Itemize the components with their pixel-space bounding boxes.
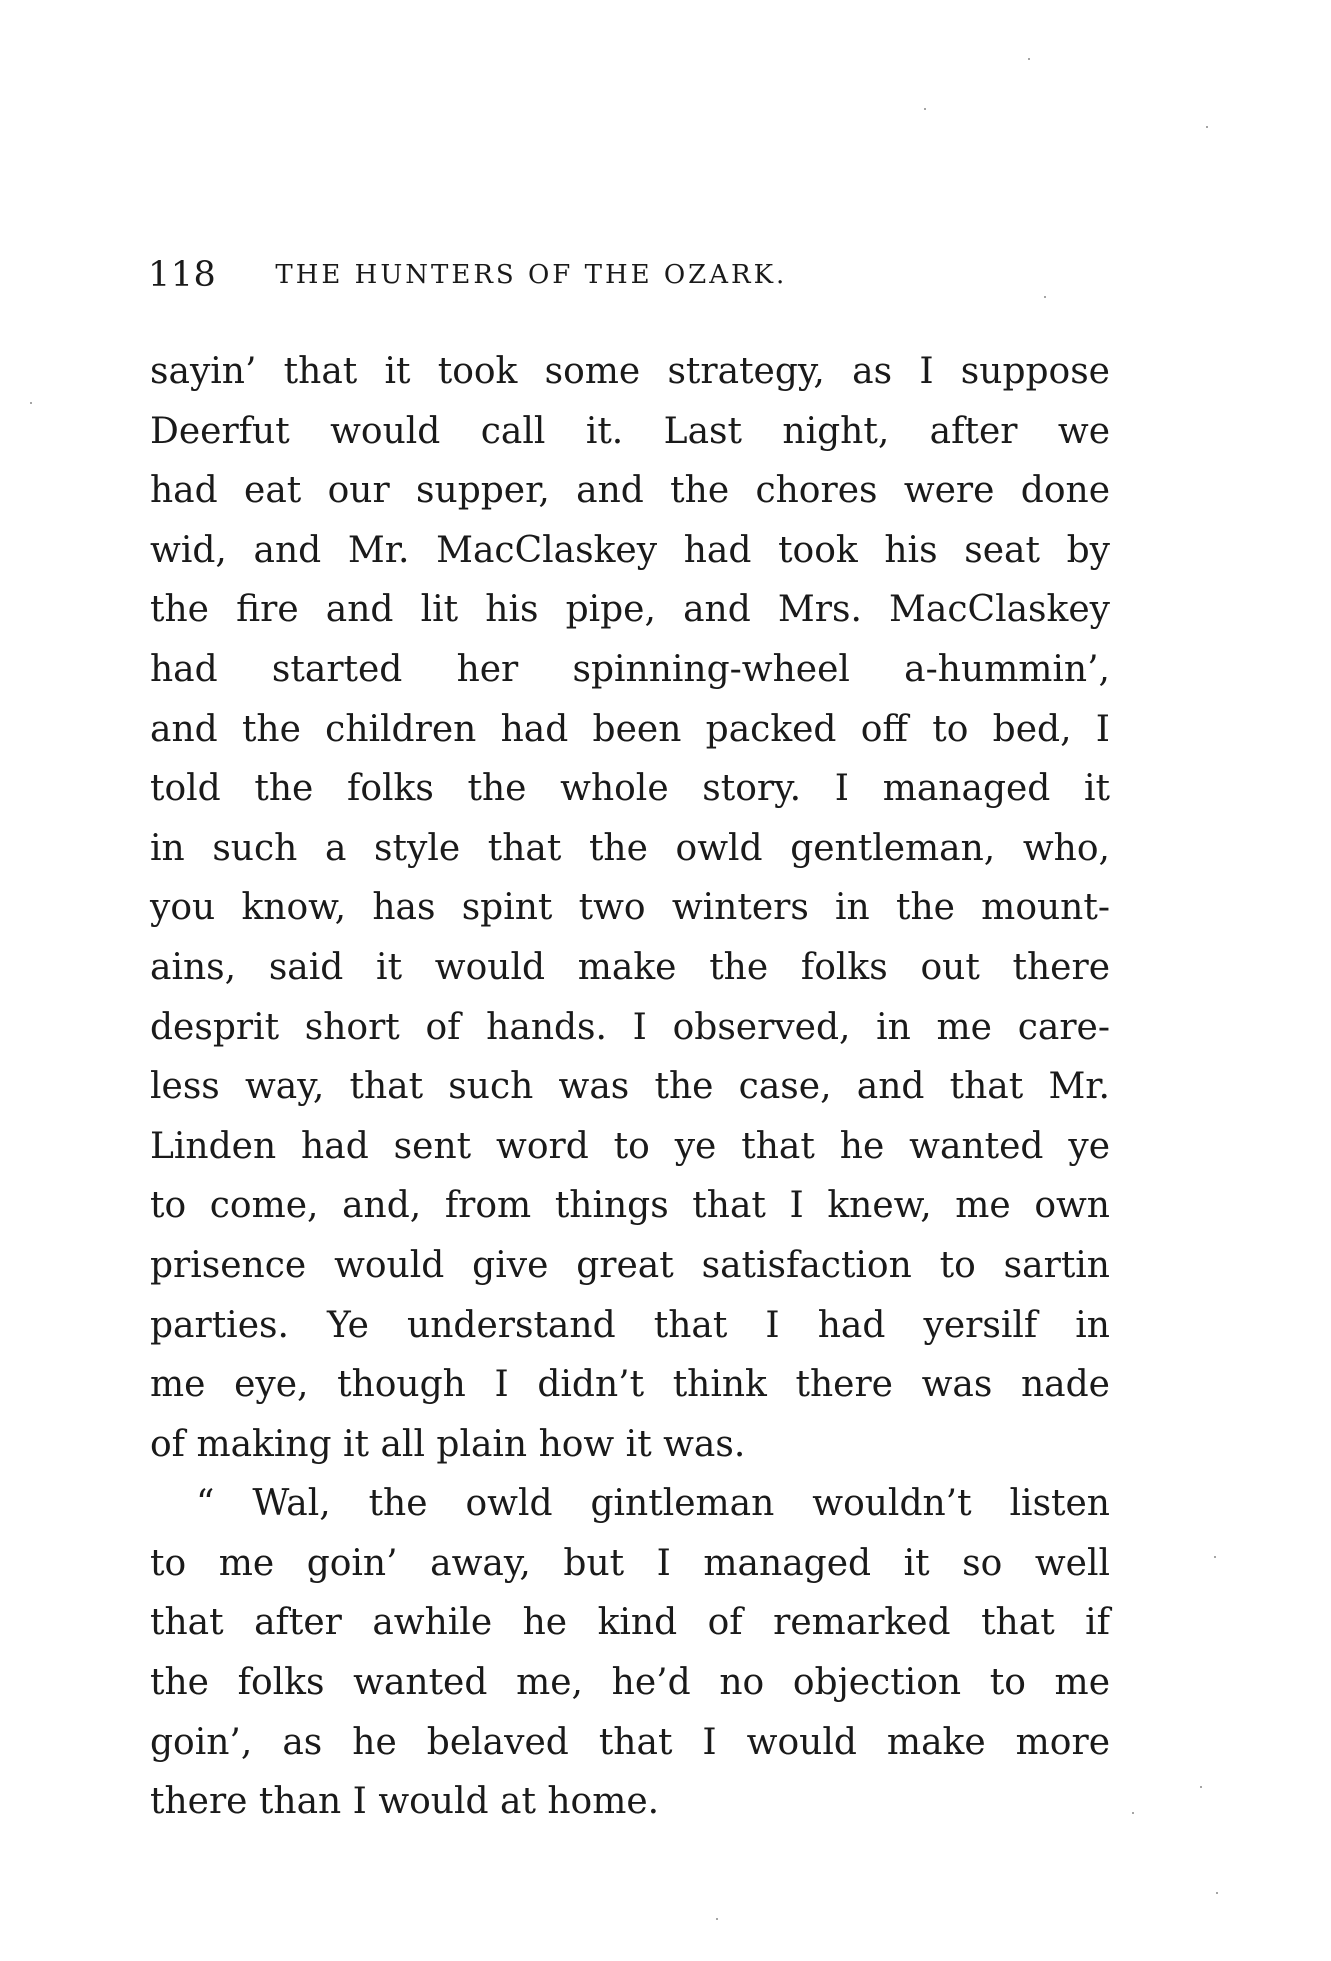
body-text [150, 342, 1110, 1832]
paper-speck [1132, 1812, 1134, 1814]
text-line: wid, and Mr. MacClaskey had took his seat by [150, 529, 1110, 571]
paragraph-first-line: “ Wal, the owld gintleman wouldn’t listen [196, 1483, 1110, 1525]
paper-speck [716, 1918, 718, 1920]
text-line: to come, and, from things that I knew, me own [150, 1185, 1110, 1227]
text-line: that after awhile he kind of remarked that if [150, 1602, 1110, 1644]
paper-speck [1028, 58, 1030, 60]
paper-speck [1206, 126, 1208, 128]
paper-speck [1200, 1786, 1202, 1788]
text-line: had eat our supper, and the chores were done [150, 470, 1110, 512]
text-line: the folks wanted me, he’d no objection to me [150, 1662, 1110, 1704]
text-line: you know, has spint two winters in the mount- [150, 887, 1110, 929]
text-line: Deerfut would call it. Last night, after we [150, 410, 1110, 452]
text-line: had started her spinning-wheel a-hummin’, [150, 648, 1110, 690]
text-line: less way, that such was the case, and that Mr. [150, 1066, 1110, 1108]
running-title: THE HUNTERS OF THE OZARK. [275, 259, 788, 290]
text-line: sayin’ that it took some strategy, as I suppose [150, 351, 1110, 392]
text-line: me eye, though I didn’t think there was nade [150, 1364, 1110, 1406]
running-head [148, 252, 1108, 296]
text-line: parties. Ye understand that I had yersilf in [150, 1304, 1110, 1346]
text-line: told the folks the whole story. I managed it [150, 768, 1110, 810]
paper-speck [1216, 1892, 1218, 1894]
paper-speck [30, 402, 32, 404]
text-line: goin’, as he belaved that I would make more [150, 1721, 1110, 1763]
paragraph-last-line: there than I would at home. [150, 1781, 660, 1823]
text-line: to me goin’ away, but I managed it so well [150, 1542, 1110, 1584]
text-line: Linden had sent word to ye that he wanted ye [150, 1125, 1110, 1167]
paper-speck [1044, 296, 1046, 298]
paragraph-last-line: of making it all plain how it was. [150, 1423, 746, 1465]
page-number: 118 [148, 254, 217, 295]
text-line: prisence would give great satisfaction to sartin [150, 1244, 1110, 1286]
paper-speck [1214, 1556, 1216, 1558]
text-line: ains, said it would make the folks out there [150, 946, 1110, 988]
text-line: the fire and lit his pipe, and Mrs. MacClaskey [150, 589, 1110, 631]
text-line: in such a style that the owld gentleman, who, [150, 827, 1110, 869]
text-line: desprit short of hands. I observed, in me care- [150, 1006, 1110, 1048]
paper-speck [924, 108, 926, 110]
text-line: and the children had been packed off to bed, I [150, 708, 1110, 750]
